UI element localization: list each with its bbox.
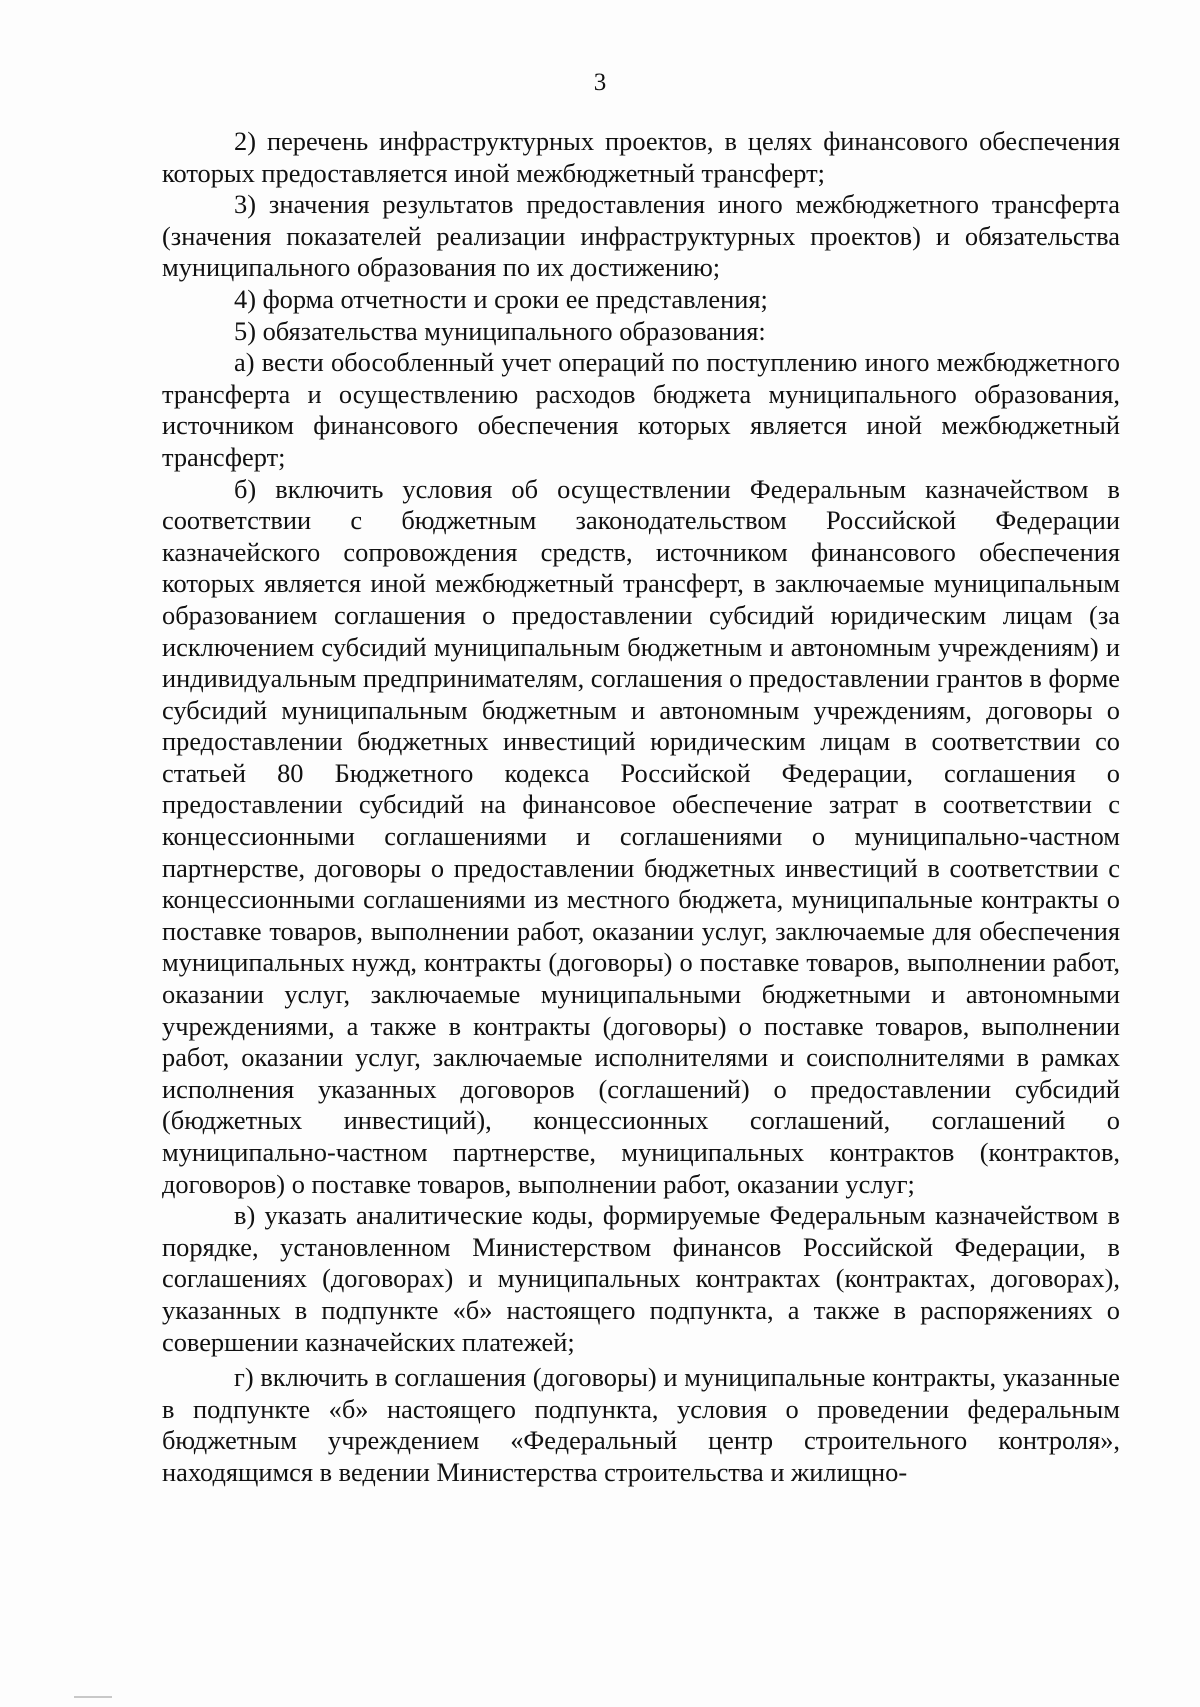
paragraph-subitem-v: в) указать аналитические коды, формируемые Федеральным казначейством в порядке, установленном Министерством финансов Российской Федерации, в соглашениях (договорах) и муниципальных контрактах (контрактах, договорах), указанных в подпункте «б» настоящего подпункта, а также в распоряжениях о совершении казначейских платежей; bbox=[162, 1200, 1120, 1357]
paragraph-item-5: 5) обязательства муниципального образования: bbox=[234, 315, 766, 346]
paragraph-subitem-g: г) включить в соглашения (договоры) и муниципальные контракты, указанные в подпункте «б» настоящего подпункта, условия о проведении федеральным бюджетным учреждением «Федеральный центр строительного контроля», находящимся в ведении Министерства строительства и жилищно- bbox=[162, 1362, 1120, 1487]
paragraph-subitem-a: а) вести обособленный учет операций по поступлению иного межбюджетного трансферта и осуществлению расходов бюджета муниципального образования, источником финансового обеспечения которых является иной межбюджетный трансферт; bbox=[162, 347, 1120, 472]
paragraph-item-3: 3) значения результатов предоставления иного межбюджетного трансферта (значения показателей реализации инфраструктурных проектов) и обязательства муниципального образования по их достижению; bbox=[162, 189, 1120, 283]
paragraph-subitem-b: б) включить условия об осуществлении Федеральным казначейством в соответствии с бюджетным законодательством Российской Федерации казначейского сопровождения средств, источником финансового обеспечения которых является иной межбюджетный трансферт, в заключаемые муниципальным образованием соглашения о предоставлении субсидий юридическим лицам (за исключением субсидий муниципальным бюджетным и автономным учреждениям) и индивидуальным предпринимателям, соглашения о предоставлении грантов в форме субсидий муниципальным бюджетным и автономным учреждениям, договоры о предоставлении бюджетных инвестиций юридическим лицам в соответствии со статьей 80 Бюджетного кодекса Российской Федерации, соглашения о предоставлении субсидий на финансовое обеспечение затрат в соответствии с концессионными соглашениями и соглашениями о муниципально-частном партнерстве, договоры о предоставлении бюджетных инвестиций в соответствии с концессионными соглашениями из местного бюджета, муниципальные контракты о поставке товаров, выполнении работ, оказании услуг, заключаемые для обеспечения муниципальных нужд, контракты (договоры) о поставке товаров, выполнении работ, оказании услуг, заключаемые муниципальными бюджетными и автономными учреждениями, а также в контракты (договоры) о поставке товаров, выполнении работ, оказании услуг, заключаемые исполнителями и соисполнителями в рамках исполнения указанных договоров (соглашений) о предоставлении субсидий (бюджетных инвестиций), концессионных соглашений, соглашений о муниципально-частном партнерстве, муниципальных контрактов (контрактов, договоров) о поставке товаров, выполнении работ, оказании услуг; bbox=[162, 473, 1120, 1199]
page-number: 3 bbox=[593, 69, 607, 96]
scan-edge-mark bbox=[74, 1696, 112, 1698]
paragraph-item-2: 2) перечень инфраструктурных проектов, в целях финансового обеспечения которых предоставляется иной межбюджетный трансферт; bbox=[162, 126, 1120, 188]
document-body bbox=[162, 126, 1120, 1489]
paragraph-item-4: 4) форма отчетности и сроки ее представления; bbox=[234, 283, 768, 314]
